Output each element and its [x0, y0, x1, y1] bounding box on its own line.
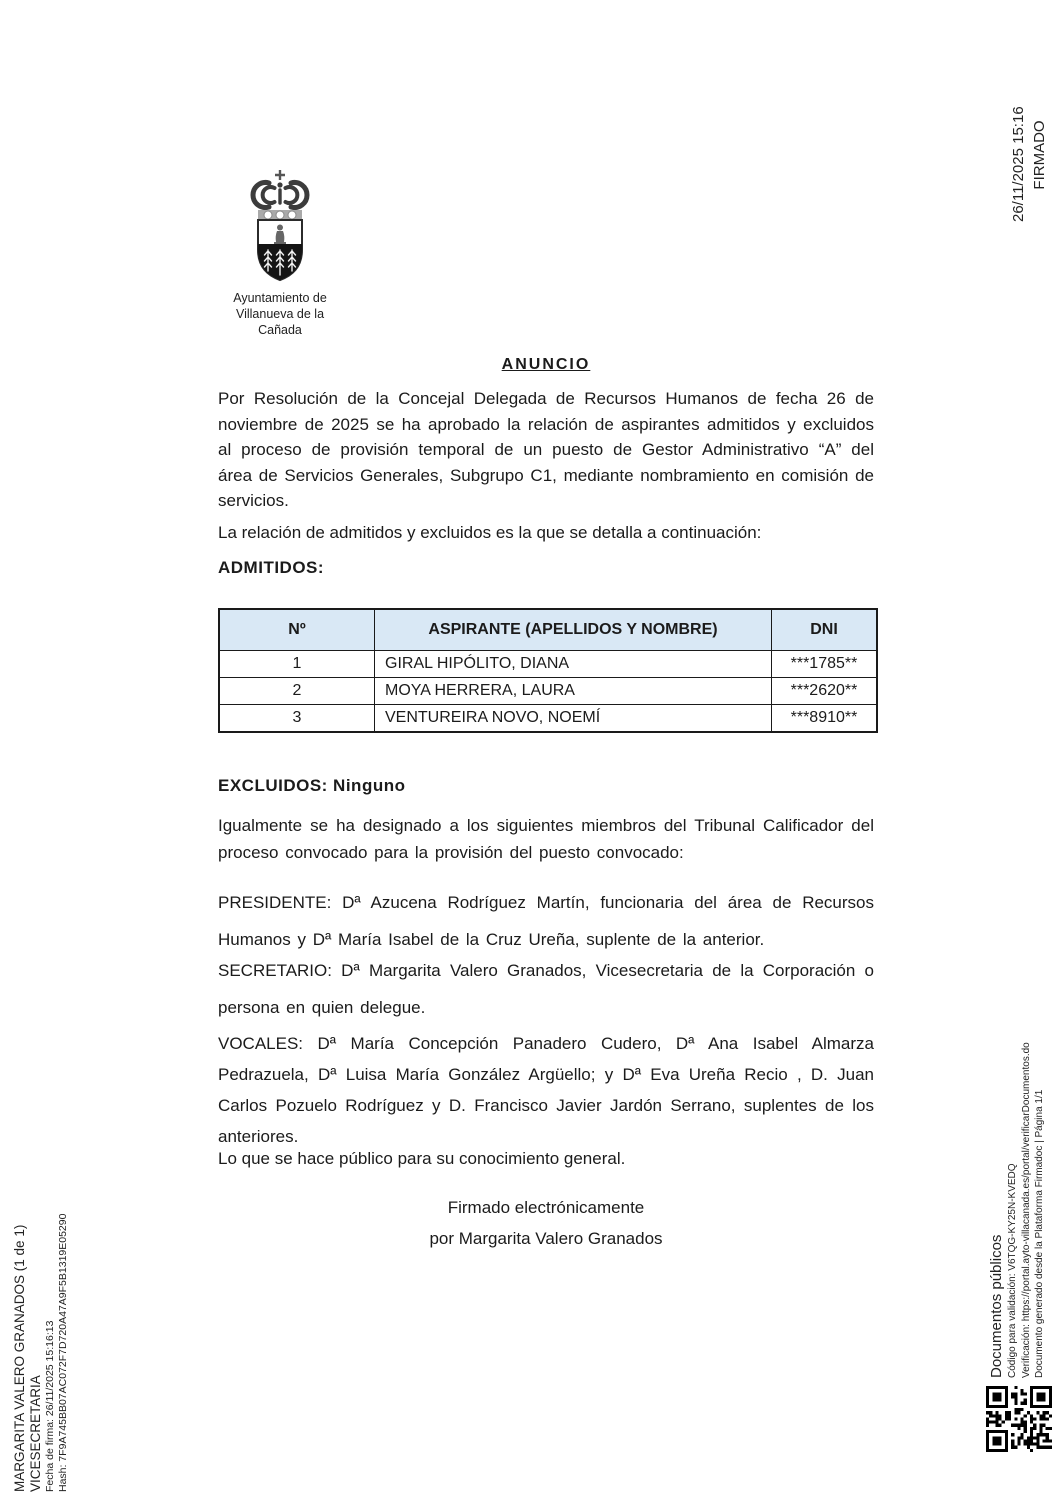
table-cell-dni: ***2620** [772, 678, 878, 705]
table-row [219, 678, 877, 705]
table-cell-numero: 3 [219, 705, 375, 733]
verification-stamp [988, 1042, 1047, 1378]
table-header-row [219, 609, 877, 651]
logo [214, 168, 346, 338]
vocales-paragraph: VOCALES: Dª María Concepción Panadero Cudero, Dª Ana Isabel Almarza Pedrazuela, Dª Luisa María González Argüello; y Dª Eva Ureña Recio , D. Juan Carlos Pozuelo Rodríguez y D. Francisco Javier Jardón Serrano, suplentes de los anteriores. [218, 1034, 874, 1146]
admitted-table [218, 608, 878, 733]
qr-code [986, 1386, 1052, 1452]
signed-datetime-stamp [1008, 88, 1050, 222]
document-title: ANUNCIO [501, 356, 591, 373]
table-cell-dni: ***8910** [772, 705, 878, 733]
signature-line-2: por Margarita Valero Granados [429, 1229, 663, 1248]
table-cell-aspirante: GIRAL HIPÓLITO, DIANA [375, 651, 772, 678]
excluidos-heading: EXCLUIDOS: Ninguno [218, 776, 406, 795]
table-row [219, 651, 877, 678]
stamp-datetime: 26/11/2025 15:16 [1010, 106, 1027, 222]
stamp-signer-name: MARGARITA VALERO GRANADOS (1 de 1) [12, 1224, 27, 1492]
table-header-numero: Nº [219, 609, 375, 651]
stamp-status-firmado: FIRMADO [1031, 120, 1048, 190]
secretario-paragraph: SECRETARIO: Dª Margarita Valero Granados, Vicesecretaria de la Corporación o persona en quien delegue. [218, 961, 874, 1017]
tribunal-intro-paragraph: Igualmente se ha designado a los siguientes miembros del Tribunal Calificador del proceso convocado para la provisión del puesto convocado: [218, 816, 874, 862]
relacion-paragraph: La relación de admitidos y excluidos es la que se detalla a continuación: [218, 523, 762, 542]
table-cell-aspirante: MOYA HERRERA, LAURA [375, 678, 772, 705]
stamp-signer-role: VICESECRETARIA [28, 1375, 43, 1492]
intro-paragraph: Por Resolución de la Concejal Delegada de Recursos Humanos de fecha 26 de noviembre de 2025 se ha aprobado la relación de aspirantes admitidos y excluidos al proceso de provisión temporal de un puesto de Gestor Administrativo “A” del área de Servicios Generales, Subgrupo C1, mediante nombramiento en comisión de servicios. [218, 389, 874, 510]
table-cell-aspirante: VENTUREIRA NOVO, NOEMÍ [375, 705, 772, 733]
signature-line-1: Firmado electrónicamente [447, 1198, 645, 1217]
stamp-public-docs-title: Documentos públicos [988, 1234, 1005, 1378]
coat-of-arms-icon [248, 168, 312, 288]
closing-paragraph: Lo que se hace público para su conocimiento general. [218, 1149, 626, 1168]
table-cell-numero: 2 [219, 678, 375, 705]
logo-org-line1: Ayuntamiento de [233, 291, 327, 305]
admitted-table-header [219, 609, 877, 651]
stamp-validation-code: Código para validación: V6TQG-KY25N-KVEDQ [1007, 1163, 1018, 1378]
admitidos-heading: ADMITIDOS: [218, 558, 325, 577]
stamp-verification-url: Verificación: https://portal.ayto-villacanada.es/portal/verificarDocumentos.do [1020, 1042, 1032, 1378]
table-cell-dni: ***1785** [772, 651, 878, 678]
left-signature-stamp [12, 1214, 70, 1492]
stamp-hash: Hash: 7F9A745BB07AC072F7D720A47A9F5B1319E05290 [57, 1213, 69, 1492]
logo-org-line2: Villanueva de la Cañada [235, 307, 325, 337]
presidente-paragraph: PRESIDENTE: Dª Azucena Rodríguez Martín, funcionaria del área de Recursos Humanos y Dª María Isabel de la Cruz Ureña, suplente de la anterior. [218, 893, 874, 949]
table-header-dni: DNI [772, 609, 878, 651]
table-header-aspirante: ASPIRANTE (APELLIDOS Y NOMBRE) [375, 609, 772, 651]
stamp-sign-date: Fecha de firma: 26/11/2025 15:16:13 [44, 1320, 56, 1492]
table-row [219, 705, 877, 733]
stamp-generated-info: Documento generado desde la Plataforma Firmadoc | Página 1/1 [1034, 1089, 1045, 1378]
table-cell-numero: 1 [219, 651, 375, 678]
